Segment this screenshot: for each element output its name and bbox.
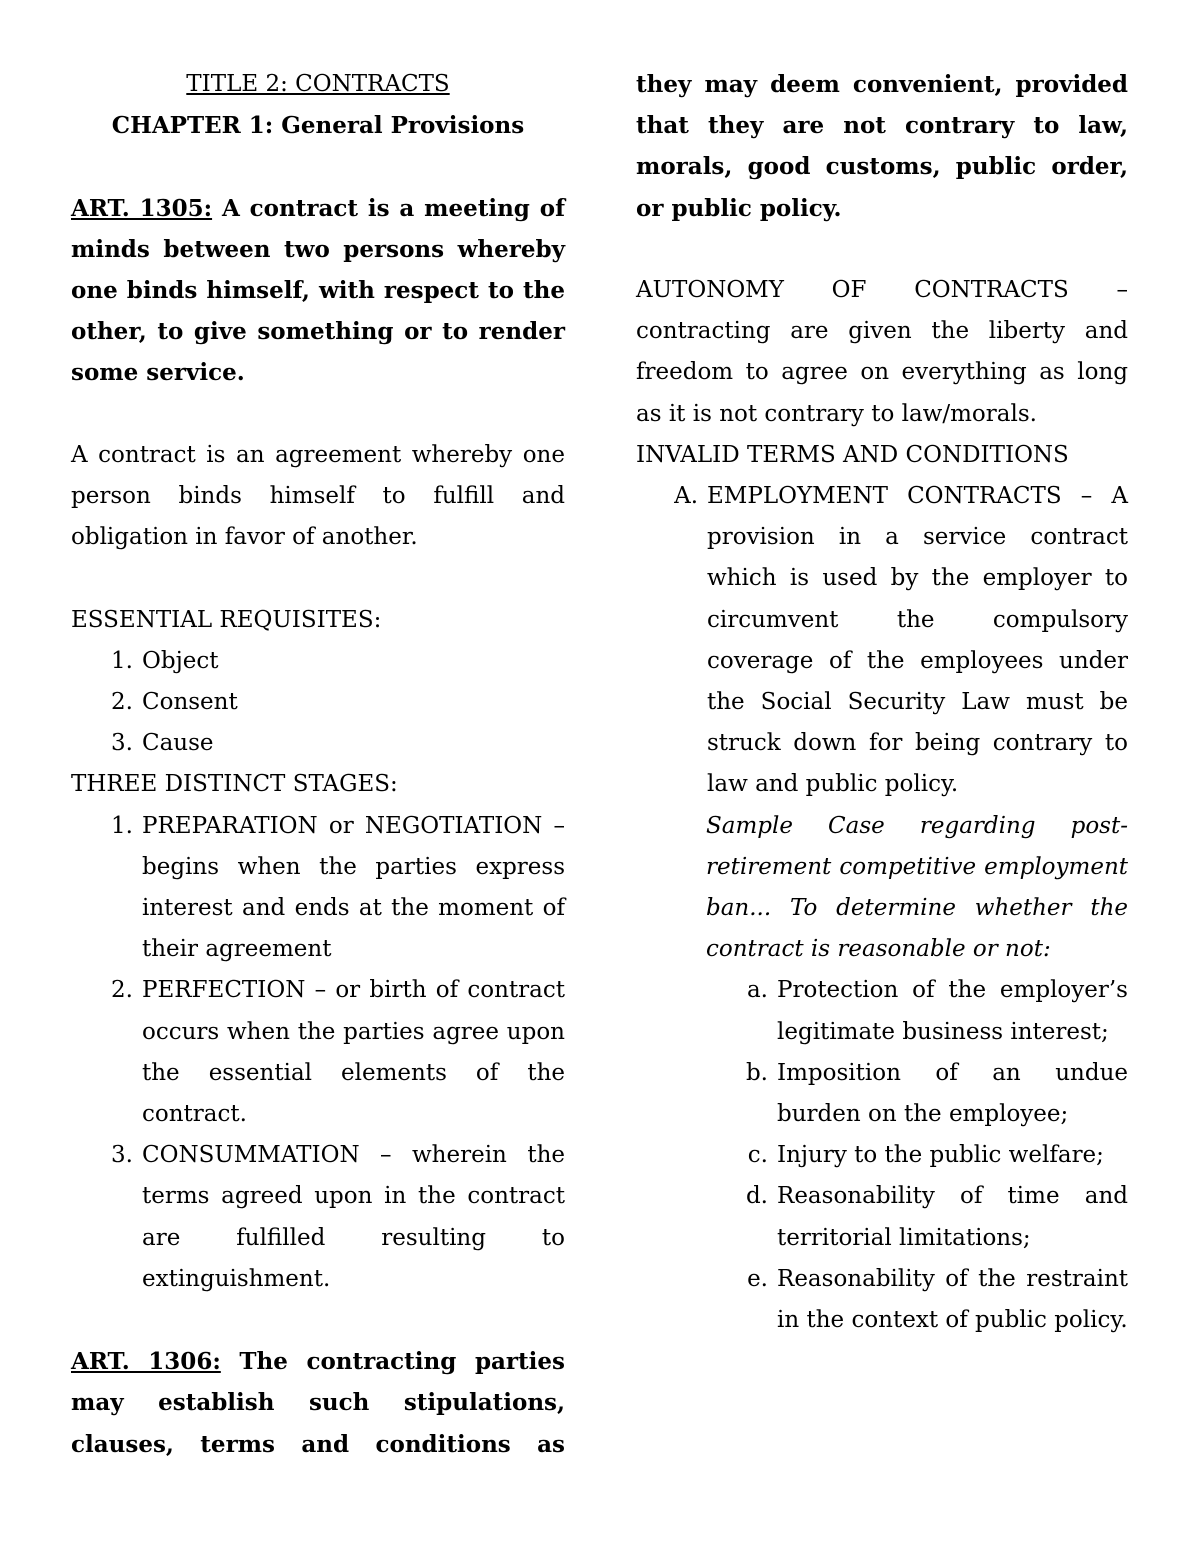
essential-requisites-heading: ESSENTIAL REQUISITES: bbox=[71, 606, 382, 633]
article-1305 bbox=[71, 188, 565, 394]
spacer bbox=[636, 229, 1128, 270]
list-marker: 2. bbox=[111, 689, 133, 715]
list-item bbox=[636, 1135, 1128, 1176]
article-1306 bbox=[71, 1341, 565, 1465]
list-item-text: PERFECTION – or birth of contract occurs when the parties agree upon the essential elements of the contract. bbox=[142, 977, 565, 1128]
sample-case-note: Sample Case regarding post-retirement competitive employment ban... To determine whether the contract is reasonable or not: bbox=[706, 812, 1128, 963]
list-item-text: Reasonability of time and territorial limitations; bbox=[777, 1183, 1128, 1251]
list-item-text: Imposition of an undue burden on the employee; bbox=[777, 1059, 1128, 1128]
article-1306-continuation: they may deem convenient, provided that they are not contrary to law, morals, good customs, public order, or public policy. bbox=[636, 71, 1128, 222]
article-1306-text: The contracting parties may establish such stipulations, clauses, terms and conditions as bbox=[71, 1348, 565, 1458]
list-marker: A. bbox=[674, 483, 698, 510]
list-item bbox=[71, 682, 565, 723]
left-column bbox=[71, 64, 565, 1465]
list-item bbox=[71, 1135, 565, 1300]
list-item bbox=[71, 806, 565, 971]
article-1305-text: A contract is a meeting of minds between two persons whereby one binds himself, with respect to the other, to give something or to render some service. bbox=[71, 194, 565, 387]
list-marker: 1. bbox=[111, 812, 133, 839]
contract-definition: A contract is an agreement whereby one person binds himself to fulfill and obligation in favor of another. bbox=[71, 441, 565, 551]
list-item bbox=[71, 641, 565, 682]
list-item-text: PREPARATION or NEGOTIATION – begins when the parties express interest and ends at the moment of their agreement bbox=[142, 812, 565, 963]
list-item-text: EMPLOYMENT CONTRACTS – A provision in a service contract which is used by the employer to circumvent the compulsory coverage of the employees under the Social Security Law must be struck down for being contrary to law and public policy. bbox=[707, 483, 1128, 798]
list-item-text: Injury to the public welfare; bbox=[777, 1142, 1104, 1169]
list-marker: d. bbox=[745, 1183, 768, 1210]
list-item-text: CONSUMMATION – wherein the terms agreed upon in the contract are fulfilled resulting to extinguishment. bbox=[142, 1142, 565, 1292]
list-marker: 3. bbox=[111, 1142, 133, 1169]
list-marker: 3. bbox=[111, 730, 133, 757]
article-1306-label: ART. 1306: bbox=[71, 1348, 221, 1376]
list-item bbox=[636, 476, 1128, 806]
list-item-text: Reasonability of the restraint in the context of public policy. bbox=[777, 1265, 1128, 1334]
list-marker: b. bbox=[745, 1059, 768, 1086]
list-item bbox=[71, 970, 565, 1135]
list-marker: 2. bbox=[111, 977, 133, 1004]
autonomy-of-contracts: AUTONOMY OF CONTRACTS – contracting are given the liberty and freedom to agree on everything as long as it is not contrary to law/morals. bbox=[636, 277, 1128, 427]
list-marker: c. bbox=[747, 1142, 768, 1169]
list-item bbox=[636, 970, 1128, 1052]
title-heading: TITLE 2: CONTRACTS bbox=[186, 71, 450, 97]
stages-heading: THREE DISTINCT STAGES: bbox=[71, 771, 398, 798]
spacer bbox=[71, 394, 565, 435]
right-column bbox=[636, 64, 1128, 1341]
list-item bbox=[636, 1053, 1128, 1135]
list-item-text: Object bbox=[142, 647, 219, 674]
chapter-heading: CHAPTER 1: General Provisions bbox=[111, 112, 525, 140]
list-item-text: Cause bbox=[142, 730, 214, 757]
spacer bbox=[71, 1300, 565, 1341]
list-marker: 1. bbox=[111, 647, 133, 674]
list-item bbox=[71, 723, 565, 764]
list-item-text: Consent bbox=[142, 689, 238, 715]
spacer bbox=[71, 558, 565, 599]
spacer bbox=[71, 146, 565, 187]
list-item bbox=[636, 1259, 1128, 1341]
list-item-text: Protection of the employer’s legitimate business interest; bbox=[777, 977, 1128, 1045]
invalid-terms-heading: INVALID TERMS AND CONDITIONS bbox=[636, 441, 1069, 468]
list-marker: e. bbox=[747, 1265, 768, 1292]
list-item bbox=[636, 1176, 1128, 1258]
list-marker: a. bbox=[746, 977, 768, 1004]
article-1305-label: ART. 1305: bbox=[71, 194, 213, 222]
